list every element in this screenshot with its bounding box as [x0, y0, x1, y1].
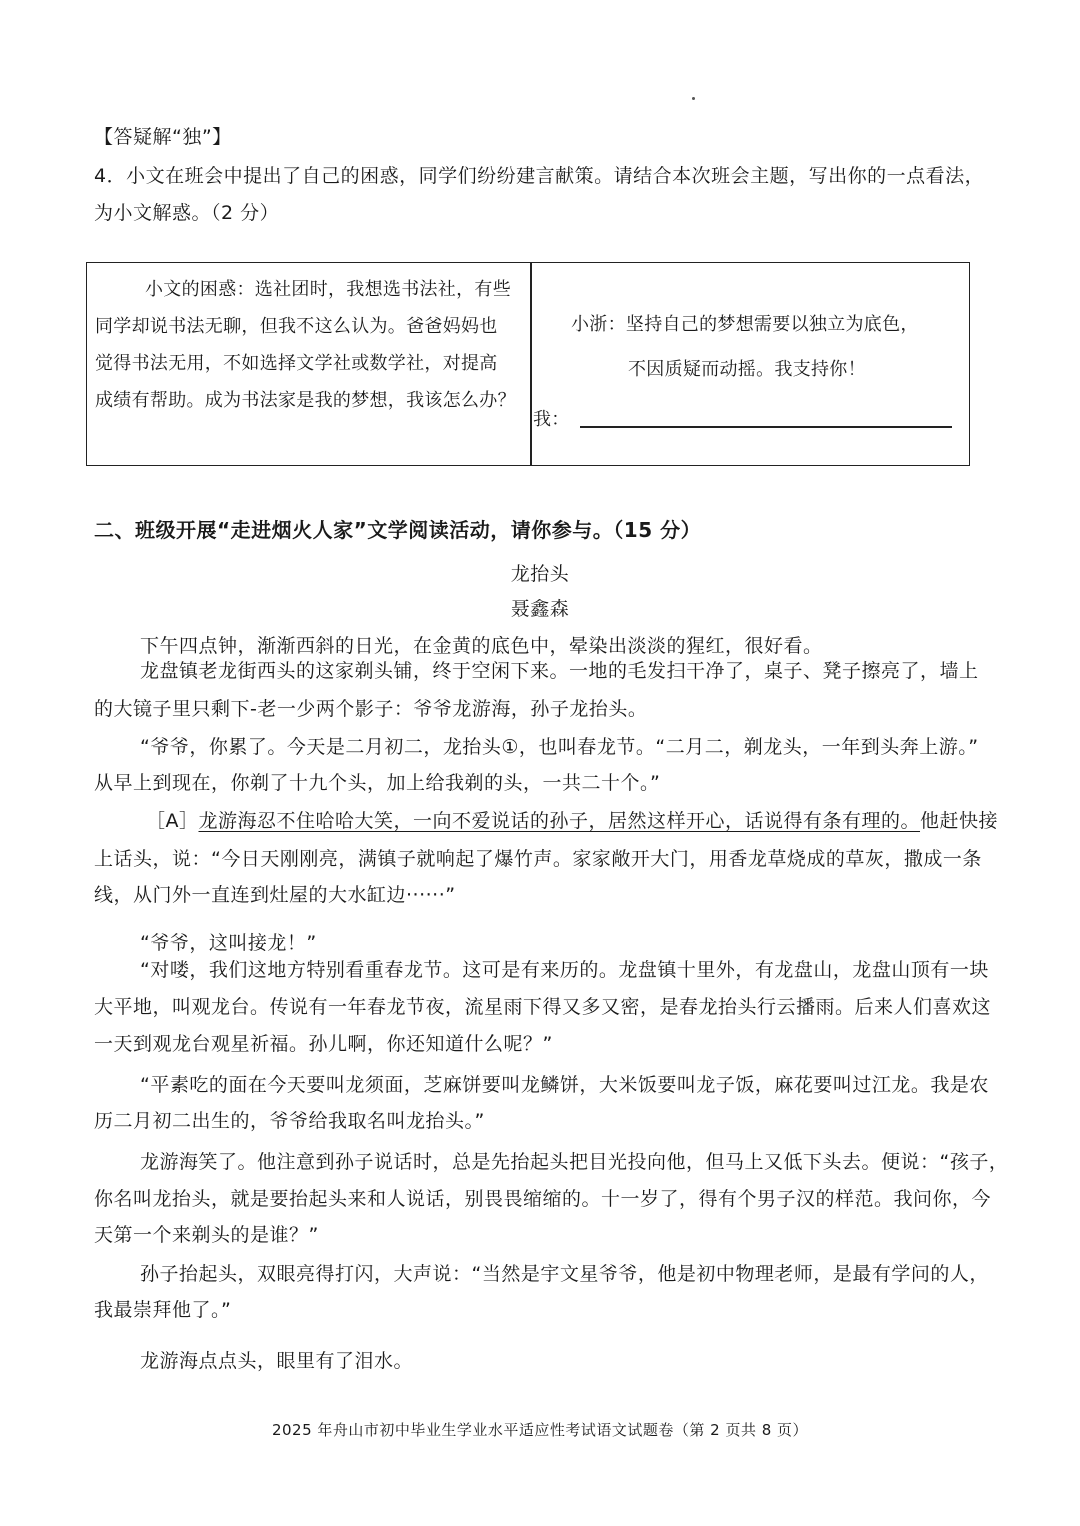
passage-line: 的大镜子里只剩下-老一少两个影子：爷爷龙游海，孙子龙抬头。 — [94, 698, 648, 720]
story-title: 龙抬头 — [510, 563, 570, 585]
question-4-prompt-line-2: 为小文解惑。（2 分） — [94, 202, 280, 224]
passage-line: 龙游海点点头，眼里有了泪水。 — [140, 1350, 414, 1372]
xiaozhe-reply-line-1: 小浙：坚持自己的梦想需要以独立为底色， — [571, 314, 919, 335]
section-2-heading: 二、班级开展“走进烟火人家”文学阅读活动，请你参与。（15 分） — [94, 518, 702, 542]
passage-line: 我最崇拜他了。” — [94, 1299, 232, 1321]
passage-line: 龙游海笑了。他注意到孙子说话时，总是先抬起头把目光投向他，但马上又低下头去。便说：“孩子， — [140, 1151, 1009, 1173]
answer-blank-line[interactable] — [580, 426, 952, 428]
passage-line: “爷爷，你累了。今天是二月初二，龙抬头①，也叫春龙节。“二月二，剃龙头，一年到头奔上游。” — [140, 736, 979, 758]
passage-line: “爷爷，这叫接龙！” — [140, 932, 317, 954]
passage-line: 孙子抬起头，双眼亮得打闪，大声说：“当然是宇文星爷爷，他是初中物理老师，是最有学问的人， — [140, 1263, 989, 1285]
confusion-text-line-1: 小文的困惑：选社团时，我想选书法社，有些 — [145, 279, 511, 300]
answer-label: 我： — [533, 409, 570, 430]
marker-a: ［A］ — [146, 810, 199, 832]
passage-line: 从早上到现在，你剃了十九个头，加上给我剃的头，一共二十个。” — [94, 772, 661, 794]
passage-line: 上话头，说：“今日天刚刚亮，满镇子就响起了爆竹声。家家敞开大门，用香龙草烧成的草灰，撒成一条 — [94, 848, 982, 870]
passage-line: 你名叫龙抬头，就是要抬起头来和人说话，别畏畏缩缩的。十一岁了，得有个男子汉的样范。我问你，今 — [94, 1188, 992, 1210]
passage-line: “平素吃的面在今天要叫龙须面，芝麻饼要叫龙鳞饼，大米饭要叫龙子饭，麻花要叫过江龙。我是农 — [140, 1074, 989, 1096]
passage-line: 下午四点钟，渐渐西斜的日光，在金黄的底色中，晕染出淡淡的猩红，很好看。 — [140, 635, 823, 657]
passage-line: 线，从门外一直连到灶屋的大水缸边······” — [94, 884, 456, 906]
passage-line: 一天到观龙台观星祈福。孙儿啊，你还知道什么呢？” — [94, 1033, 553, 1055]
question-4-prompt-line-1: 4．小文在班会中提出了自己的困惑，同学们纷纷建言献策。请结合本次班会主题，写出你的一点看法， — [94, 165, 985, 187]
underlined-sentence-a: 龙游海忍不住哈哈大笑，一向不爱说话的孙子，居然这样开心，话说得有条有理的。 — [198, 810, 921, 832]
confusion-text-line-3: 觉得书法无用，不如选择文学社或数学社，对提高 — [95, 353, 498, 374]
speck-mark — [692, 97, 695, 100]
confusion-text-line-2: 同学却说书法无聊，但我不这么认为。爸爸妈妈也 — [95, 316, 498, 337]
passage-line: 大平地，叫观龙台。传说有一年春龙节夜，流星雨下得又多又密，是春龙抬头行云播雨。后来人们喜欢这 — [94, 996, 992, 1018]
xiaozhe-reply-line-2: 不因质疑而动摇。我支持你！ — [628, 359, 866, 380]
confusion-table — [86, 262, 970, 466]
table-divider — [530, 263, 532, 465]
passage-line-a-rest: 他赶快接 — [920, 810, 999, 832]
passage-line-a — [146, 808, 998, 834]
passage-line: 天第一个来剃头的是谁？” — [94, 1224, 319, 1246]
passage-line: “对喽，我们这地方特别看重春龙节。这可是有来历的。龙盘镇十里外，有龙盘山，龙盘山顶有一块 — [140, 959, 989, 981]
story-author: 聂鑫森 — [510, 598, 570, 620]
confusion-text-line-4: 成绩有帮助。成为书法家是我的梦想，我该怎么办？ — [95, 390, 516, 411]
page-footer: 2025 年舟山市初中毕业生学业水平适应性考试语文试题卷（第 2 页共 8 页） — [271, 1421, 809, 1439]
passage-line: 龙盘镇老龙街西头的这家剃头铺，终于空闲下来。一地的毛发扫干净了，桌子、凳子擦亮了，墙上 — [140, 660, 979, 682]
section-label: 【答疑解“独”】 — [94, 126, 232, 148]
passage-line: 历二月初二出生的，爷爷给我取名叫龙抬头。” — [94, 1110, 485, 1132]
